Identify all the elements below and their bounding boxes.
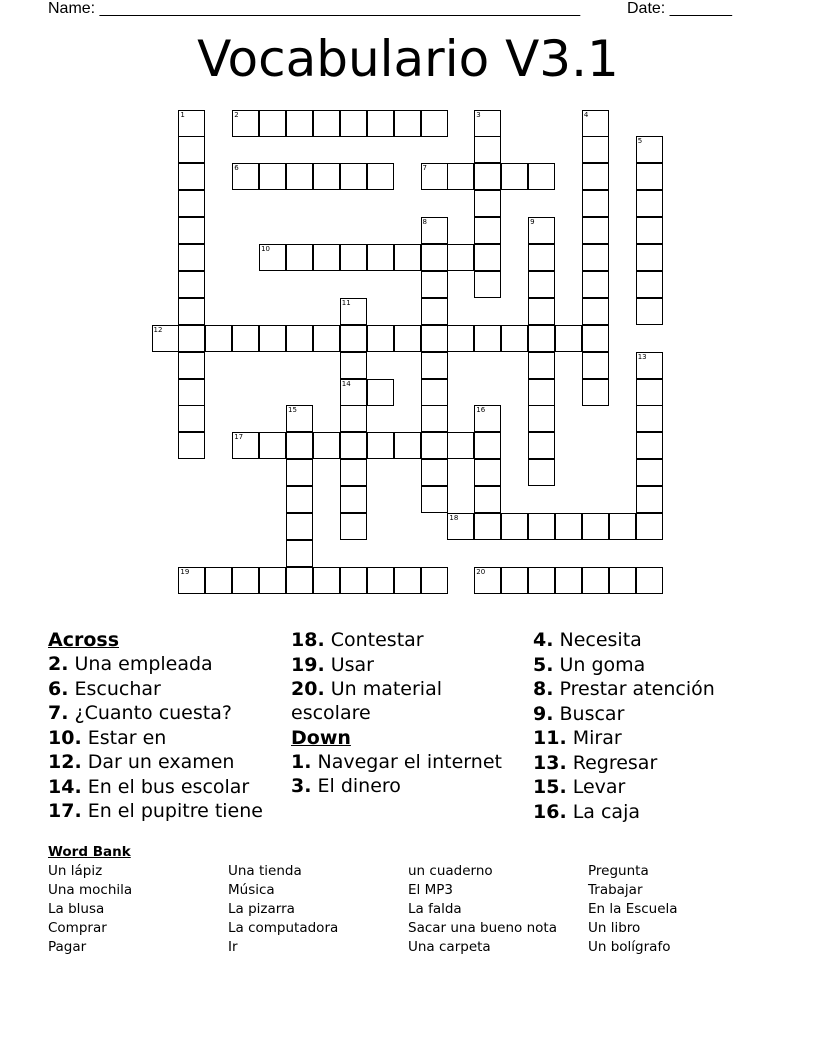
grid-cell[interactable] [474, 136, 501, 163]
grid-cell[interactable] [421, 244, 448, 271]
grid-cell[interactable] [286, 567, 313, 594]
grid-cell[interactable] [474, 163, 501, 190]
grid-cell[interactable] [259, 110, 286, 137]
word-bank-item: Una mochila [48, 882, 133, 898]
word-bank-item: El MP3 [408, 882, 453, 898]
grid-cell[interactable] [340, 486, 367, 513]
grid-cell[interactable] [178, 244, 205, 271]
grid-cell[interactable] [474, 459, 501, 486]
grid-cell[interactable] [528, 459, 555, 486]
clue-number: 19 [180, 567, 190, 576]
grid-cell[interactable] [474, 244, 501, 271]
word-bank-item: Trabajar [588, 882, 643, 898]
clue-number: 18 [449, 514, 459, 522]
clue-text: El dinero [317, 775, 401, 797]
clue-text: En el pupitre tiene [87, 800, 263, 822]
grid-cell[interactable] [232, 163, 259, 190]
grid-cell[interactable] [421, 459, 448, 486]
clue [48, 726, 288, 750]
clue [48, 652, 288, 676]
grid-cell[interactable] [474, 190, 501, 217]
word-bank-item: La computadora [228, 920, 339, 936]
grid-cell[interactable] [501, 513, 528, 540]
grid-cell[interactable] [178, 352, 205, 379]
word-bank-item: Comprar [48, 920, 107, 936]
grid-cell[interactable] [178, 379, 205, 406]
clue-number: 13 [637, 352, 647, 361]
clue-number: 17 [234, 433, 244, 442]
clue [48, 750, 288, 774]
grid-cell[interactable] [205, 567, 232, 594]
clue-num: 10. [48, 726, 82, 749]
grid-cell[interactable] [313, 432, 340, 459]
word-bank-title: Word Bank [48, 844, 131, 860]
grid-cell[interactable] [394, 567, 421, 594]
grid-cell[interactable] [178, 217, 205, 244]
grid-cell[interactable] [636, 567, 663, 594]
word-bank-item: Una tienda [228, 863, 302, 879]
grid-cell[interactable] [528, 405, 555, 432]
word-bank-column [228, 862, 338, 957]
grid-cell[interactable] [286, 486, 313, 513]
clue-number: 9 [530, 218, 535, 227]
clue-text: Necesita [559, 629, 642, 651]
grid-cell[interactable] [474, 432, 501, 459]
clues-column-3 [533, 628, 773, 824]
grid-cell[interactable] [178, 325, 205, 352]
grid-cell[interactable] [313, 244, 340, 271]
word-bank-item: Un lápiz [48, 863, 103, 879]
clue [291, 677, 526, 725]
grid-cell[interactable] [286, 110, 313, 137]
grid-cell[interactable] [582, 190, 609, 217]
grid-cell[interactable] [367, 110, 394, 137]
grid-cell[interactable] [367, 379, 394, 406]
grid-cell[interactable] [421, 352, 448, 379]
clue-number: 16 [476, 406, 486, 415]
word-bank-item: La falda [408, 901, 462, 917]
grid-cell[interactable] [447, 432, 474, 459]
clue-num: 20. [291, 678, 325, 700]
clues-column-2 [291, 628, 526, 799]
clue-num: 17. [48, 800, 82, 822]
grid-cell[interactable] [528, 244, 555, 271]
grid-cell[interactable] [286, 405, 313, 432]
page-title: Vocabulario V3.1 [197, 30, 619, 88]
grid-cell[interactable] [555, 325, 582, 352]
grid-cell[interactable] [528, 513, 555, 540]
grid-cell[interactable] [501, 163, 528, 190]
grid-cell[interactable] [582, 163, 609, 190]
grid-cell[interactable] [528, 298, 555, 325]
grid-cell[interactable] [582, 567, 609, 594]
grid-cell[interactable] [340, 298, 367, 325]
clue-text: Dar un examen [87, 751, 235, 773]
clue [48, 701, 288, 725]
grid-cell[interactable] [528, 379, 555, 406]
grid-cell[interactable] [582, 298, 609, 325]
clue-text: Usar [330, 653, 374, 676]
grid-cell[interactable] [474, 325, 501, 352]
grid-cell[interactable] [232, 110, 259, 137]
grid-cell[interactable] [636, 405, 663, 432]
grid-cell[interactable] [421, 379, 448, 406]
grid-cell[interactable] [555, 567, 582, 594]
clue-num: 16. [533, 800, 567, 823]
grid-cell[interactable] [286, 244, 313, 271]
word-bank-column [408, 862, 557, 957]
clues-column-1 [48, 628, 288, 824]
clue-num: 11. [533, 727, 567, 749]
clue [291, 653, 526, 677]
clue-num: 1. [291, 750, 312, 773]
clue-number: 20 [476, 567, 486, 576]
grid-cell[interactable] [421, 271, 448, 298]
grid-cell[interactable] [394, 110, 421, 137]
word-bank-column [48, 862, 132, 957]
clue-text: Buscar [559, 702, 625, 725]
clue-num: 9. [533, 702, 554, 725]
grid-cell[interactable] [421, 298, 448, 325]
clue-number: 5 [637, 137, 643, 146]
grid-cell[interactable] [528, 217, 555, 244]
grid-cell[interactable] [421, 432, 448, 459]
clue [533, 653, 773, 677]
word-bank-item: Una carpeta [408, 939, 491, 955]
grid-cell[interactable] [313, 163, 340, 190]
grid-cell[interactable] [636, 244, 663, 271]
grid-cell[interactable] [636, 379, 663, 406]
name-field-label: Name: ______________________________________________________ [48, 0, 581, 17]
grid-cell[interactable] [447, 513, 474, 540]
grid-cell[interactable] [528, 352, 555, 379]
grid-cell[interactable] [286, 513, 313, 540]
word-bank-item: Un libro [588, 920, 641, 936]
clue-text: Regresar [572, 751, 658, 774]
grid-cell[interactable] [340, 513, 367, 540]
word-bank-item: Pagar [48, 939, 87, 955]
clue-text: Navegar el internet [317, 750, 502, 773]
clue [291, 750, 526, 774]
grid-cell[interactable] [259, 432, 286, 459]
grid-cell[interactable] [528, 271, 555, 298]
grid-cell[interactable] [582, 244, 609, 271]
clue-number: 15 [288, 406, 297, 415]
clue [291, 774, 526, 798]
across-heading: Across [48, 629, 120, 651]
grid-cell[interactable] [340, 325, 367, 352]
clue-num: 12. [48, 751, 82, 773]
clue [48, 799, 288, 823]
grid-cell[interactable] [501, 325, 528, 352]
grid-cell[interactable] [474, 110, 501, 137]
grid-cell[interactable] [394, 432, 421, 459]
grid-cell[interactable] [205, 325, 232, 352]
word-bank-item: un cuaderno [408, 863, 493, 879]
grid-cell[interactable] [367, 244, 394, 271]
grid-cell[interactable] [286, 325, 313, 352]
clue-number: 10 [261, 245, 271, 253]
grid-cell[interactable] [367, 432, 394, 459]
grid-cell[interactable] [582, 217, 609, 244]
grid-cell[interactable] [340, 379, 367, 406]
grid-cell[interactable] [636, 271, 663, 298]
grid-cell[interactable] [528, 432, 555, 459]
grid-cell[interactable] [474, 567, 501, 594]
grid-cell[interactable] [447, 325, 474, 352]
grid-cell[interactable] [447, 163, 474, 190]
grid-cell[interactable] [367, 163, 394, 190]
clue-number: 14 [341, 379, 351, 388]
grid-cell[interactable] [232, 325, 259, 352]
grid-cell[interactable] [259, 244, 286, 271]
grid-cell[interactable] [313, 567, 340, 594]
clue-num: 6. [48, 677, 69, 700]
word-bank-item: La pizarra [228, 901, 295, 917]
grid-cell[interactable] [636, 163, 663, 190]
grid-cell[interactable] [394, 244, 421, 271]
grid-cell[interactable] [152, 325, 179, 352]
grid-cell[interactable] [582, 352, 609, 379]
grid-cell[interactable] [340, 567, 367, 594]
date-field-label: Date: _______ [627, 0, 732, 17]
grid-cell[interactable] [528, 325, 555, 352]
clue-number: 8 [422, 218, 427, 227]
grid-cell[interactable] [313, 325, 340, 352]
grid-cell[interactable] [178, 190, 205, 217]
clue [533, 775, 773, 799]
grid-cell[interactable] [394, 325, 421, 352]
clue-number: 4 [583, 110, 589, 119]
grid-cell[interactable] [555, 513, 582, 540]
grid-cell[interactable] [528, 163, 555, 190]
clue-num: 4. [533, 629, 554, 651]
clue-number: 12 [153, 325, 163, 334]
grid-cell[interactable] [636, 298, 663, 325]
clue-num: 19. [291, 653, 325, 676]
grid-cell[interactable] [286, 540, 313, 567]
grid-cell[interactable] [286, 459, 313, 486]
grid-cell[interactable] [528, 567, 555, 594]
grid-cell[interactable] [474, 405, 501, 432]
grid-cell[interactable] [178, 405, 205, 432]
grid-cell[interactable] [232, 432, 259, 459]
grid-cell[interactable] [286, 432, 313, 459]
grid-cell[interactable] [474, 486, 501, 513]
word-bank-item: Música [228, 882, 275, 898]
clue-num: 18. [291, 629, 325, 651]
grid-cell[interactable] [178, 432, 205, 459]
clue-number: 6 [234, 164, 239, 173]
grid-cell[interactable] [636, 513, 663, 540]
word-bank-column [588, 862, 678, 957]
clue-text: Escuchar [74, 677, 161, 700]
clue [533, 800, 773, 824]
grid-cell[interactable] [421, 110, 448, 137]
grid-cell[interactable] [474, 217, 501, 244]
clue-num: 7. [48, 702, 69, 724]
grid-cell[interactable] [582, 136, 609, 163]
grid-cell[interactable] [609, 567, 636, 594]
clue-number: 7 [422, 164, 427, 173]
grid-cell[interactable] [421, 217, 448, 244]
clue-num: 15. [533, 776, 567, 798]
grid-cell[interactable] [501, 567, 528, 594]
grid-cell[interactable] [259, 163, 286, 190]
grid-cell[interactable] [636, 136, 663, 163]
clue-number: 2 [234, 110, 239, 119]
clue-text: Levar [572, 776, 626, 798]
grid-cell[interactable] [582, 513, 609, 540]
clue [48, 677, 288, 701]
grid-cell[interactable] [636, 190, 663, 217]
clue-num: 2. [48, 653, 69, 675]
grid-cell[interactable] [178, 298, 205, 325]
grid-cell[interactable] [178, 136, 205, 163]
grid-cell[interactable] [178, 271, 205, 298]
grid-cell[interactable] [259, 567, 286, 594]
clue [533, 628, 773, 652]
word-bank-item: Pregunta [588, 863, 649, 879]
grid-cell[interactable] [178, 110, 205, 137]
grid-cell[interactable] [582, 110, 609, 137]
clue [533, 677, 773, 701]
grid-cell[interactable] [340, 459, 367, 486]
clue-num: 8. [533, 678, 554, 700]
grid-cell[interactable] [340, 405, 367, 432]
grid-cell[interactable] [232, 567, 259, 594]
word-bank-item: Ir [228, 939, 238, 955]
grid-cell[interactable] [421, 405, 448, 432]
grid-cell[interactable] [286, 163, 313, 190]
grid-cell[interactable] [178, 163, 205, 190]
word-bank-item: En la Escuela [588, 901, 678, 917]
grid-cell[interactable] [636, 352, 663, 379]
clue-text: ¿Cuanto cuesta? [74, 702, 232, 724]
grid-cell[interactable] [636, 459, 663, 486]
grid-cell[interactable] [421, 325, 448, 352]
clue [291, 628, 526, 652]
grid-cell[interactable] [609, 513, 636, 540]
word-bank-item: Un bolígrafo [588, 939, 671, 955]
down-heading: Down [291, 726, 351, 749]
grid-cell[interactable] [313, 110, 340, 137]
grid-cell[interactable] [636, 217, 663, 244]
clue-text: Contestar [330, 629, 424, 651]
clue-text: La caja [572, 800, 640, 823]
grid-cell[interactable] [474, 513, 501, 540]
grid-cell[interactable] [474, 271, 501, 298]
clue-number: 3 [476, 110, 481, 119]
grid-cell[interactable] [582, 379, 609, 406]
grid-cell[interactable] [340, 432, 367, 459]
clue-text: Estar en [87, 726, 167, 749]
clue-text: Una empleada [74, 653, 213, 675]
clue-text: Mirar [572, 727, 622, 749]
grid-cell[interactable] [421, 163, 448, 190]
clue-text: Un material escolare [291, 678, 443, 724]
grid-cell[interactable] [421, 486, 448, 513]
grid-cell[interactable] [447, 244, 474, 271]
word-bank-item: La blusa [48, 901, 105, 917]
grid-cell[interactable] [340, 110, 367, 137]
clue-text: Un goma [559, 653, 646, 676]
word-bank-item: Sacar una bueno nota [408, 920, 557, 936]
grid-cell[interactable] [367, 325, 394, 352]
grid-cell[interactable] [636, 432, 663, 459]
grid-cell[interactable] [636, 486, 663, 513]
clue [48, 775, 288, 799]
clue-number: 11 [341, 298, 351, 307]
grid-cell[interactable] [178, 567, 205, 594]
grid-cell[interactable] [340, 352, 367, 379]
clue [533, 702, 773, 726]
clue-num: 3. [291, 775, 312, 797]
grid-cell[interactable] [582, 271, 609, 298]
grid-cell[interactable] [421, 567, 448, 594]
clue-number: 1 [180, 110, 185, 119]
clue [533, 726, 773, 750]
grid-cell[interactable] [582, 325, 609, 352]
grid-cell[interactable] [259, 325, 286, 352]
clue-text: Prestar atención [559, 678, 715, 700]
clue [533, 751, 773, 775]
grid-cell[interactable] [340, 244, 367, 271]
grid-cell[interactable] [340, 163, 367, 190]
clue-num: 14. [48, 775, 82, 798]
grid-cell[interactable] [367, 567, 394, 594]
clue-text: En el bus escolar [87, 775, 250, 798]
clue-num: 5. [533, 653, 554, 676]
clue-num: 13. [533, 751, 567, 774]
